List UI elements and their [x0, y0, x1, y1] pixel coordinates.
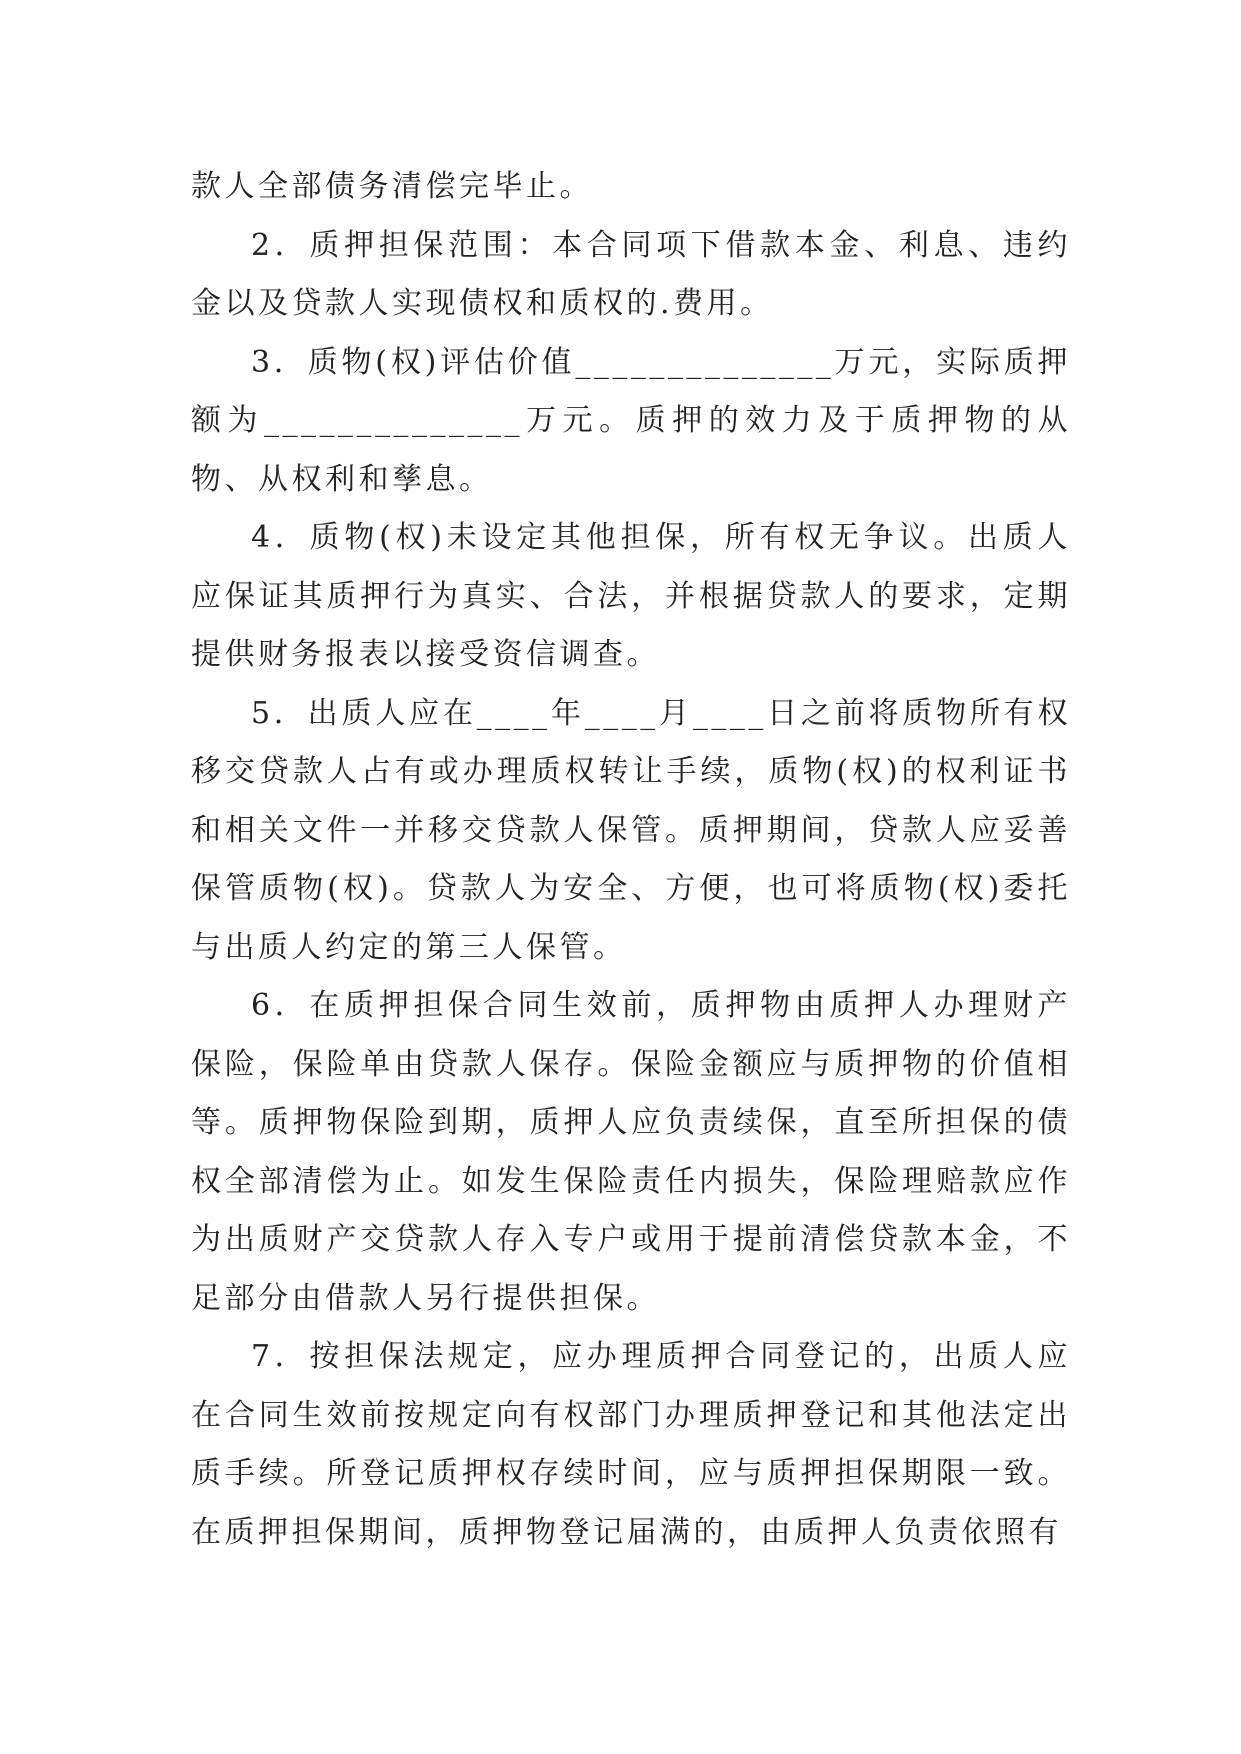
clause-6-paragraph: 6．在质押担保合同生效前，质押物由质押人办理财产保险，保险单由贷款人保存。保险金额应与质押物的价值相等。质押物保险到期，质押人应负责续保，直至所担保的债权全部清偿为止。如发生保险责任内损失，保险理赔款应作为出质财产交贷款人存入专户或用于提前清偿贷款本金，不足部分由借款人另行提供担保。	[191, 988, 1071, 1316]
clause-5-paragraph: 5．出质人应在____年____月____日之前将质物所有权移交贷款人占有或办理质权转让手续，质物(权)的权利证书和相关文件一并移交贷款人保管。质押期间，贷款人应妥善保管质物(权)。贷款人为安全、方便，也可将质物(权)委托与出质人约定的第三人保管。	[191, 695, 1071, 965]
clause-7-paragraph: 7．按担保法规定，应办理质押合同登记的，出质人应在合同生效前按规定向有权部门办理质押登记和其他法定出质手续。所登记质押权存续时间，应与质押担保期限一致。在质押担保期间，质押物登记届满的，由质押人负责依照有	[191, 1339, 1071, 1550]
document-page	[191, 158, 1071, 1562]
clause-4-paragraph: 4．质物(权)未设定其他担保，所有权无争议。出质人应保证其质押行为真实、合法，并根据贷款人的要求，定期提供财务报表以接受资信调查。	[191, 520, 1071, 672]
clause-2-paragraph: 2．质押担保范围：本合同项下借款本金、利息、违约金以及贷款人实现债权和质权的.费用。	[191, 227, 1071, 321]
paragraph-continuation: 款人全部债务清偿完毕止。	[191, 169, 593, 204]
clause-3-paragraph: 3．质物(权)评估价值______________万元，实际质押额为______________万元。质押的效力及于质押物的从物、从权利和孳息。	[191, 344, 1071, 497]
